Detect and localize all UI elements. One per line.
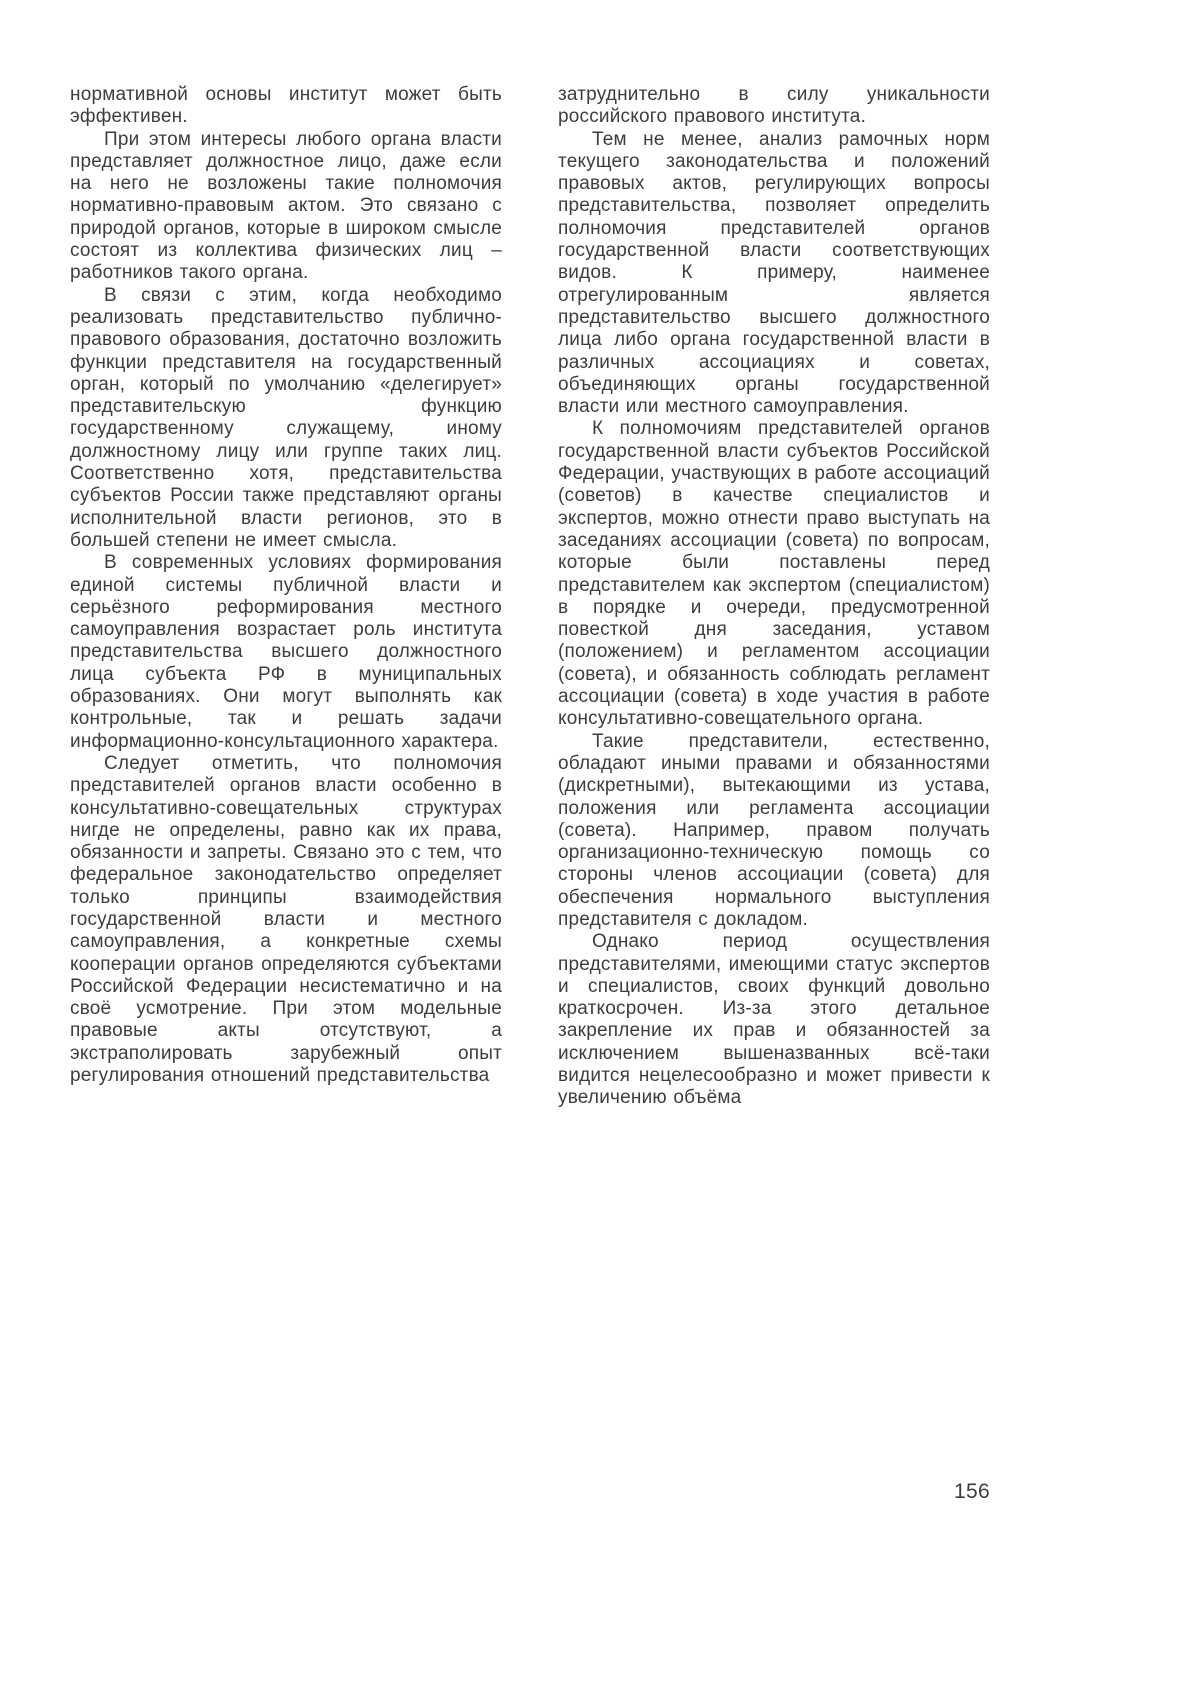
paragraph: При этом интересы любого органа власти представляет должностное лицо, даже если на него не возложены такие полномочия нормативно-правовым актом. Это связано с природой органов, которые в широком смысле состоят из коллектива физических лиц – работников такого органа. xyxy=(70,128,502,284)
paragraph: В связи с этим, когда необходимо реализовать представительство публично-правового образования, достаточно возложить функции представителя на государственный орган, который по умолчанию «делегирует» представительскую функцию государственному служащему, иному должностному лицу или группе таких лиц. Соответственно хотя, представительства субъектов России также представляют органы исполнительной власти регионов, это в большей степени не имеет смысла. xyxy=(70,284,502,551)
page-number: 156 xyxy=(954,1480,990,1503)
paragraph: затруднительно в силу уникальности российского правового института. xyxy=(558,84,990,128)
paragraph: нормативной основы институт может быть эффективен. xyxy=(70,84,502,128)
paragraph: Тем не менее, анализ рамочных норм текущего законодательства и положений правовых актов, регулирующих вопросы представительства, позволяет определить полномочия представителей органов государственной власти соответствующих видов. К примеру, наименее отрегулированным является представительство высшего должностного лица либо органа государственной власти в различных ассоциациях и советах, объединяющих органы государственной власти или местного самоуправления. xyxy=(558,128,990,418)
left-column xyxy=(70,84,502,1110)
paragraph: Однако период осуществления представителями, имеющими статус экспертов и специалистов, своих функций довольно краткосрочен. Из-за этого детальное закрепление их прав и обязанностей за исключением вышеназванных всё-таки видится нецелесообразно и может привести к увеличению объёма xyxy=(558,931,990,1109)
text-columns xyxy=(70,84,990,1110)
paragraph: Следует отметить, что полномочия представителей органов власти особенно в консультативно-совещательных структурах нигде не определены, равно как их права, обязанности и запреты. Связано это с тем, что федеральное законодательство определяет только принципы взаимодействия государственной власти и местного самоуправления, а конкретные схемы кооперации органов определяются субъектами Российской Федерации несистематично и на своё усмотрение. При этом модельные правовые акты отсутствуют, а экстраполировать зарубежный опыт регулирования отношений представительства xyxy=(70,752,502,1087)
paragraph: Такие представители, естественно, обладают иными правами и обязанностями (дискретными), вытекающими из устава, положения или регламента ассоциации (совета). Например, правом получать организационно-техническую помощь со стороны членов ассоциации (совета) для обеспечения нормального выступления представителя с докладом. xyxy=(558,730,990,930)
right-column xyxy=(558,84,990,1110)
paragraph: В современных условиях формирования единой системы публичной власти и серьёзного реформирования местного самоуправления возрастает роль института представительства высшего должностного лица субъекта РФ в муниципальных образованиях. Они могут выполнять как контрольные, так и решать задачи информационно-консультационного характера. xyxy=(70,552,502,752)
paragraph: К полномочиям представителей органов государственной власти субъектов Российской Федерации, участвующих в работе ассоциаций (советов) в качестве специалистов и экспертов, можно отнести право выступать на заседаниях ассоциации (совета) по вопросам, которые были поставлены перед представителем как экспертом (специалистом) в порядке и очереди, предусмотренной повесткой дня заседания, уставом (положением) и регламентом ассоциации (совета), и обязанность соблюдать регламент ассоциации (совета) в ходе участия в работе консультативно-совещательного органа. xyxy=(558,418,990,730)
